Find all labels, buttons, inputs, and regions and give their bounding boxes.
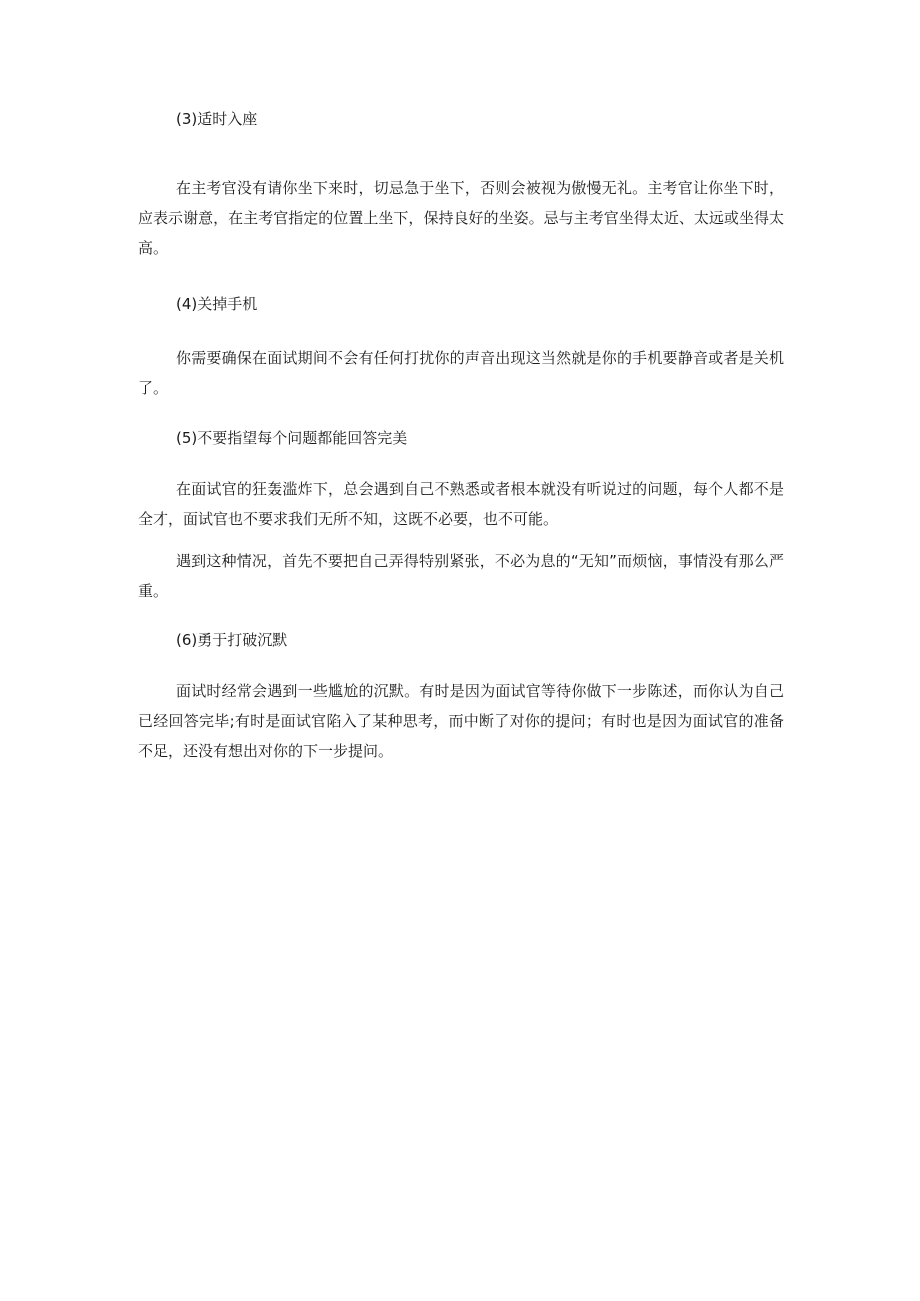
section-heading-perfect-answers: (5)不要指望每个问题都能回答完美 xyxy=(176,429,408,447)
paragraph-perfect-answers-2: 遇到这种情况，首先不要把自己弄得特别紧张，不必为息的“无知”而烦恼，事情没有那么严重。 xyxy=(138,552,784,600)
section-heading-break-silence: (6)勇于打破沉默 xyxy=(176,631,288,649)
section-heading-phone: (4)关掉手机 xyxy=(176,295,258,313)
paragraph-break-silence: 面试时经常会遇到一些尴尬的沉默。有时是因为面试官等待你做下一步陈述，而你认为自己已经回答完毕;有时是面试官陷入了某种思考，而中断了对你的提问；有时也是因为面试官的准备不足，还没有想出对你的下一步提问。 xyxy=(138,682,784,760)
section-heading-seating: (3)适时入座 xyxy=(176,110,258,128)
paragraph-perfect-answers-1: 在面试官的狂轰滥炸下，总会遇到自己不熟悉或者根本就没有听说过的问题，每个人都不是全才，面试官也不要求我们无所不知，这既不必要，也不可能。 xyxy=(138,480,784,528)
paragraph-phone: 你需要确保在面试期间不会有任何打扰你的声音出现这当然就是你的手机要静音或者是关机了。 xyxy=(138,349,784,397)
paragraph-seating: 在主考官没有请你坐下来时，切忌急于坐下，否则会被视为傲慢无礼。主考官让你坐下时，应表示谢意，在主考官指定的位置上坐下，保持良好的坐姿。忌与主考官坐得太近、太远或坐得太高。 xyxy=(138,179,784,257)
